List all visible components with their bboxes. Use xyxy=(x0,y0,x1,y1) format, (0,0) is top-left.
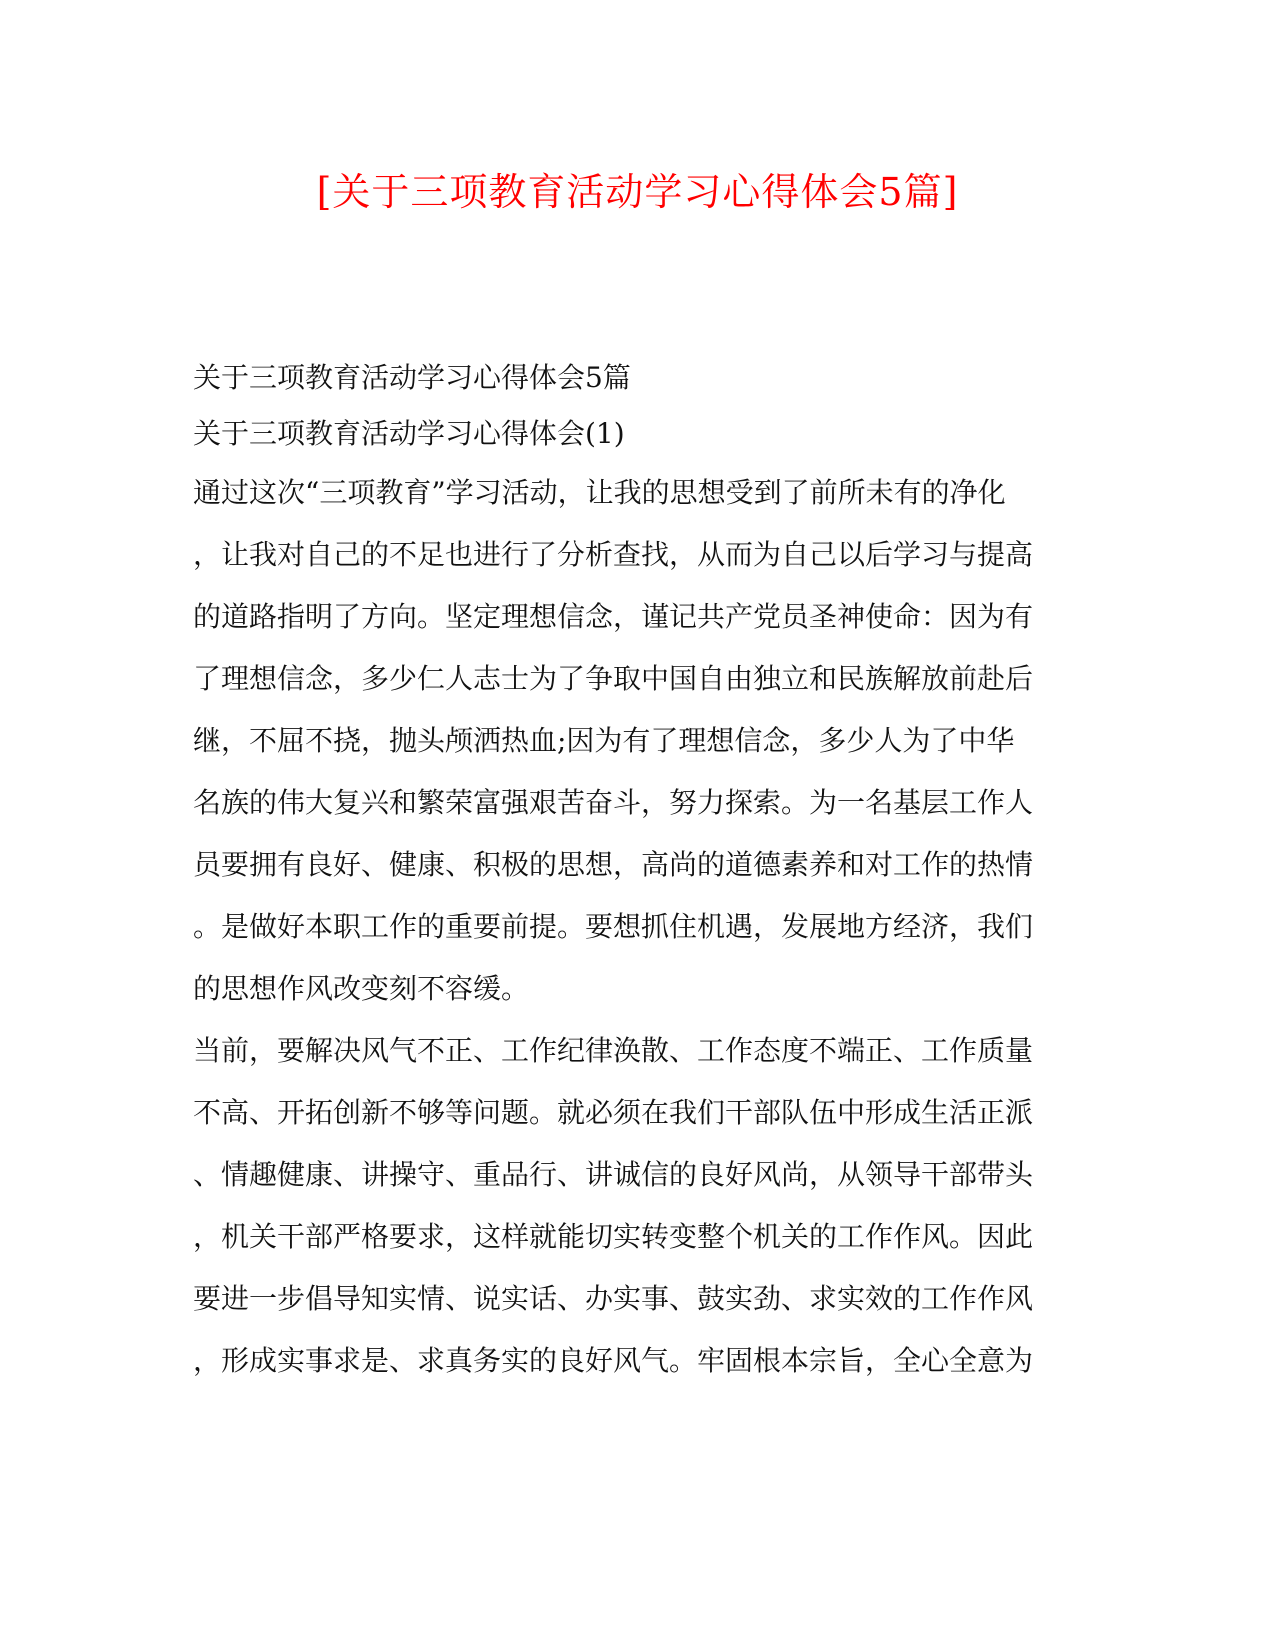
paragraph-line: 的道路指明了方向。坚定理想信念，谨记共产党员圣神使命：因为有 xyxy=(193,600,1034,633)
subheading: 关于三项教育活动学习心得体会(1) xyxy=(193,417,625,450)
paragraph-1 xyxy=(193,462,1073,1020)
paragraph-line: 名族的伟大复兴和繁荣富强艰苦奋斗，努力探索。为一名基层工作人 xyxy=(193,786,1034,819)
paragraph-line: 不高、开拓创新不够等问题。就必须在我们干部队伍中形成生活正派 xyxy=(193,1096,1034,1129)
paragraph-line: 、情趣健康、讲操守、重品行、讲诚信的良好风尚，从领导干部带头 xyxy=(193,1158,1034,1191)
heading: 关于三项教育活动学习心得体会5篇 xyxy=(193,361,631,394)
paragraph-line: 当前，要解决风气不正、工作纪律涣散、工作态度不端正、工作质量 xyxy=(193,1034,1034,1067)
paragraph-line: 了理想信念，多少仁人志士为了争取中国自由独立和民族解放前赴后 xyxy=(193,662,1034,695)
paragraph-line: 要进一步倡导知实情、说实话、办实事、鼓实劲、求实效的工作作风 xyxy=(193,1282,1034,1315)
paragraph-line: 。是做好本职工作的重要前提。要想抓住机遇，发展地方经济，我们 xyxy=(193,910,1034,943)
document-title: [关于三项教育活动学习心得体会5篇] xyxy=(316,170,959,214)
document-body xyxy=(193,350,1073,1392)
paragraph-line: 的思想作风改变刻不容缓。 xyxy=(193,972,530,1005)
paragraph-line: ，形成实事求是、求真务实的良好风气。牢固根本宗旨，全心全意为 xyxy=(193,1344,1034,1377)
paragraph-line: 通过这次“三项教育”学习活动，让我的思想受到了前所未有的净化 xyxy=(193,476,1006,509)
paragraph-line: 继，不屈不挠，抛头颅洒热血;因为有了理想信念，多少人为了中华 xyxy=(193,724,1015,757)
paragraph-line: ，让我对自己的不足也进行了分析查找，从而为自己以后学习与提高 xyxy=(193,538,1034,571)
paragraph-2 xyxy=(193,1020,1073,1392)
paragraph-line: 员要拥有良好、健康、积极的思想，高尚的道德素养和对工作的热情 xyxy=(193,848,1034,881)
paragraph-line: ，机关干部严格要求，这样就能切实转变整个机关的工作作风。因此 xyxy=(193,1220,1034,1253)
